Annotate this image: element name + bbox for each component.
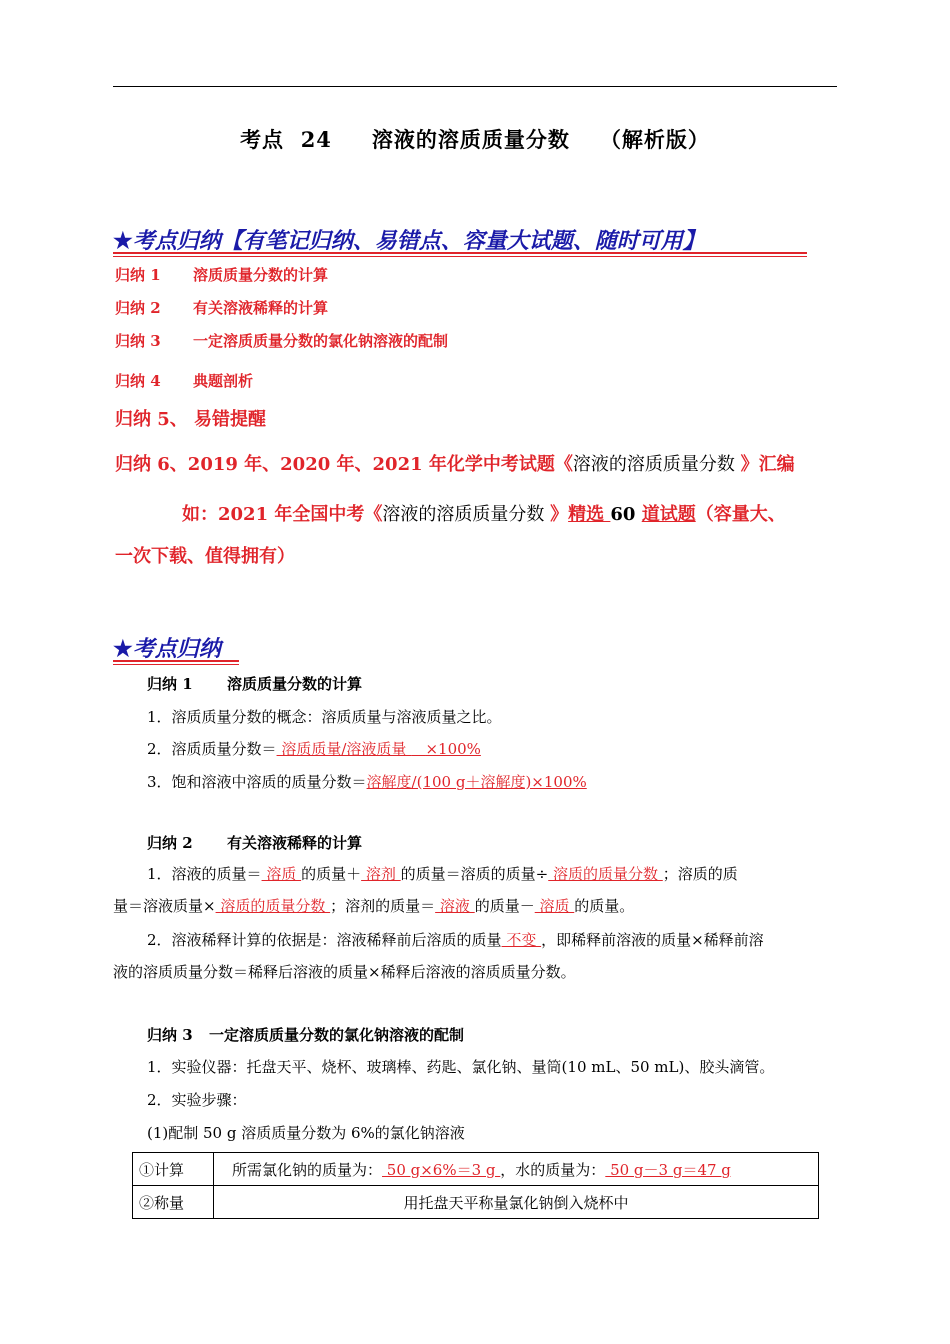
section-1-heading: 归纳 1 溶质质量分数的计算 [147,675,363,693]
steps-table [132,1152,819,1219]
s1-para-1: 1．溶质质量分数的概念：溶质质量与溶液质量之比。 [147,708,502,726]
section-3-heading: 归纳 3 一定溶质质量分数的氯化钠溶液的配制 [147,1026,465,1044]
s1-para-2: 2．溶质质量分数＝ 溶质质量/溶液质量 ×100% [147,740,481,758]
star-icon: ★ [113,228,133,254]
nav-item-4: 归纳 4 典题剖析 [115,372,254,390]
step-content: 所需氯化钠的质量为： 50 g×6%＝3 g ，水的质量为： 50 g－3 g＝47 g [214,1153,819,1186]
nav-item-5: 归纳 5、 易错提醒 [115,409,267,430]
star-icon: ★ [113,636,133,662]
promo-line-2: 一次下载、值得拥有） [115,546,295,567]
s3-para-1: 1．实验仪器：托盘天平、烧杯、玻璃棒、药匙、氯化钠、量筒(10 mL、50 mL)、胶头滴管。 [147,1058,775,1076]
step-label: ②称量 [133,1186,214,1219]
banner-underline [113,252,807,257]
header-rule [113,86,837,87]
banner-section-underline [113,660,239,665]
nav-item-1: 归纳 1 溶质质量分数的计算 [115,266,329,284]
page-title: 考点 24 溶液的溶质质量分数 （解析版） [240,127,710,152]
section-2-heading: 归纳 2 有关溶液稀释的计算 [147,834,363,852]
nav-item-3: 归纳 3 一定溶质质量分数的氯化钠溶液的配制 [115,332,449,350]
table-row [133,1186,819,1219]
promo-line-1: 如：2021 年全国中考《溶液的溶质质量分数 》精选 60 道试题（容量大、 [182,504,786,525]
banner-section: ★考点归纳 [113,636,221,662]
s3-para-2: 2．实验步骤： [147,1091,247,1109]
nav-item-6: 归纳 6、2019 年、2020 年、2021 年化学中考试题《溶液的溶质质量分数 》汇编 [115,454,795,475]
s2-para-2: 2．溶液稀释计算的依据是：溶液稀释前后溶质的质量 不变 ，即稀释前溶液的质量×稀释前溶 液的溶质质量分数＝稀释后溶液的质量×稀释后溶液的溶质质量分数。 [113,931,764,981]
s1-para-3: 3．饱和溶液中溶质的质量分数＝溶解度/(100 g＋溶解度)×100% [147,773,587,791]
step-content: 用托盘天平称量氯化钠倒入烧杯中 [214,1186,819,1219]
banner-summary: ★考点归纳【有笔记归纳、易错点、容量大试题、随时可用】 [113,228,705,254]
step-label: ①计算 [133,1153,214,1186]
s2-para-1: 1．溶液的质量＝ 溶质 的质量＋ 溶剂 的质量＝溶质的质量÷ 溶质的质量分数 ；溶质的质 量＝溶液质量× 溶质的质量分数 ；溶剂的质量＝ 溶液 的质量－ 溶质 的质量。 [113,865,738,915]
nav-item-2: 归纳 2 有关溶液稀释的计算 [115,299,329,317]
table-row [133,1153,819,1186]
s3-para-3: (1)配制 50 g 溶质质量分数为 6%的氯化钠溶液 [147,1124,465,1142]
